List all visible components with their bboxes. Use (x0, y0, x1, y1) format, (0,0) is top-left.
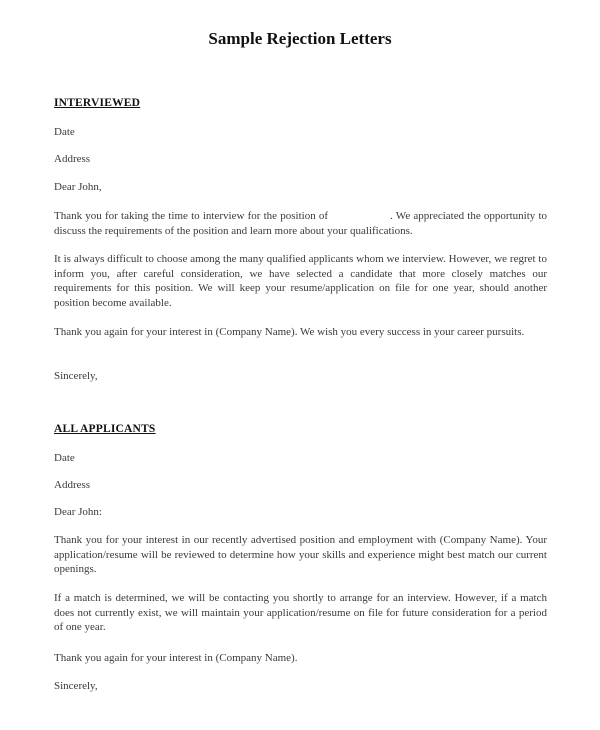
section-heading-interviewed: INTERVIEWED (54, 97, 141, 109)
letter-paragraph: If a match is determined, we will be contacting you shortly to arrange for an interview. However, if a match does not currently exist, we will maintain your application/resume on file for future consideration for a period of one year. (54, 592, 547, 633)
closing: Sincerely, (54, 680, 98, 692)
letter-paragraph: Thank you again for your interest in (Company Name). We wish you every success in your career pursuits. (54, 326, 525, 338)
letter-paragraph (54, 209, 547, 238)
section-heading-all-applicants: ALL APPLICANTS (54, 423, 156, 435)
paragraph-text: . We appreciated the opportunity to discuss the requirements of the position and learn more about your qualifications. (54, 210, 547, 237)
date-line: Date (54, 126, 75, 138)
address-line: Address (54, 479, 91, 491)
letter-paragraph: It is always difficult to choose among the many qualified applicants whom we interview. However, we regret to inform you, after careful consideration, we have selected a candidate that more closely matches our requirements for this position. We will keep your resume/application on file for one year, should another position become available. (54, 253, 547, 309)
salutation: Dear John: (54, 506, 102, 518)
date-line: Date (54, 452, 75, 464)
address-line: Address (54, 153, 91, 165)
letter-paragraph: Thank you again for your interest in (Company Name). (54, 652, 298, 664)
page-title: Sample Rejection Letters (208, 29, 392, 48)
letter-paragraph: Thank you for your interest in our recently advertised position and employment with (Company Name). Your application/resume will be reviewed to determine how your skills and experience might best match our current openings. (54, 534, 547, 575)
salutation: Dear John, (54, 181, 102, 193)
paragraph-text: Thank you for taking the time to interview for the position of (54, 210, 329, 222)
closing: Sincerely, (54, 370, 98, 382)
